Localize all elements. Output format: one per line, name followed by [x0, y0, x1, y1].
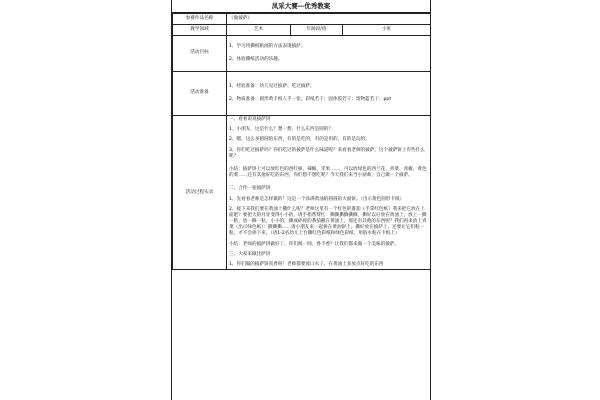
process-paragraph: 小结：老师的披萨饼做好了，你们闻一闻，香不香？让我们都来做一个美味的披萨。 [229, 241, 399, 247]
process-paragraph: 1、小朋友，这是什么？想一想，什么东西是圆的？ [229, 127, 333, 133]
row-process [173, 116, 431, 270]
goal-item: 1、学习用撕纸粘画的方法表现披萨。 [229, 43, 306, 49]
goals-content [227, 36, 431, 72]
domain-subject: 艺术 [227, 25, 291, 36]
goals-label: 活动目标 [173, 36, 227, 72]
prep-content [227, 72, 431, 116]
prep-label: 活动准备 [173, 72, 227, 116]
process-label: 活动过程实录 [173, 116, 227, 270]
domain-label: 教学领域 [173, 25, 227, 36]
process-paragraph: 二、合作一张披萨饼 [229, 186, 271, 192]
process-paragraph: 2、接下来我们要在黄油上撒什么呢？老师这里有一个红色的番茄（手拿红色纸）我来把它放在上面吧？要把大的月牙变得小小的，请手指帮帮忙：撕撕撕撕撕撕，撕好以后放在黄油上，放上一撕一粘，放一撕一粘，小小的，撕成碎碎的番茄撒在黄油上，那还有其他的东西呢？我们再来放上青菜（出示绿色纸）：撕撕撕……请小朋友来一起拼在黄油饼上，撕好放在披萨上，还要让它们粘一粘，才不会掉下来。（请1-2名幼儿上台撕红色彩纸和绿色彩纸，用胶水粘在卡纸上） [229, 206, 427, 237]
row-work-name [173, 14, 431, 25]
lesson-plan-document [171, 0, 431, 400]
prep-item: 2、物质准备：圆形黄卡纸人手一张；彩纸若干；固体胶若干；废物篮若干；ppt [229, 97, 392, 102]
process-paragraph: 3、你们吃过披萨吗？你们吃过的披萨是什么味道呢？来看看老师的披萨，这个披萨饼上有些什么呢？ [229, 147, 425, 159]
lesson-plan-table [172, 13, 431, 270]
goal-item: 2、体验撕纸活动的乐趣。 [229, 57, 283, 62]
row-domain [173, 25, 431, 36]
work-name-label: 参赛作品名称 [173, 14, 227, 25]
process-paragraph: 1、先看看老师是怎样做的！这是一个涂满黄油的圆圆的大面饼。（出示黄色圆形卡纸） [229, 196, 405, 202]
process-paragraph: 一、看看说说披萨饼 [229, 117, 271, 122]
process-paragraph: 1、你们做的披萨饼真香呀！老师都要流口水了。在黄油上多放点好吃的东西 [229, 262, 384, 267]
process-paragraph: 三、大家来做比萨饼 [229, 251, 271, 257]
process-paragraph: 小结：披萨饼上可以放红色的西红柿、辣椒、苹果……，可以放绿色的西兰花、青菜、青椒、黄色的菜……还有其他好吃的东西，你们想不想吃呢？今天我们来当小厨师，自己做一个披萨。 [229, 166, 427, 179]
process-content [227, 116, 431, 270]
prep-item: 1、经验准备：幼儿见过披萨、吃过披萨。 [229, 83, 315, 89]
row-goals [173, 36, 431, 72]
row-prep [173, 72, 431, 116]
process-paragraph: 2、嗯，这么多圆圆的东西，有的是吃的，有的是用的，有的是玩的。 [229, 137, 370, 143]
document-title: 凤采大赛—优秀教案 [172, 0, 430, 13]
grade-label: 年龄段/班 [291, 25, 343, 36]
grade-value: 小班 [343, 25, 431, 36]
work-name-value: 《做披萨》 [227, 14, 431, 25]
